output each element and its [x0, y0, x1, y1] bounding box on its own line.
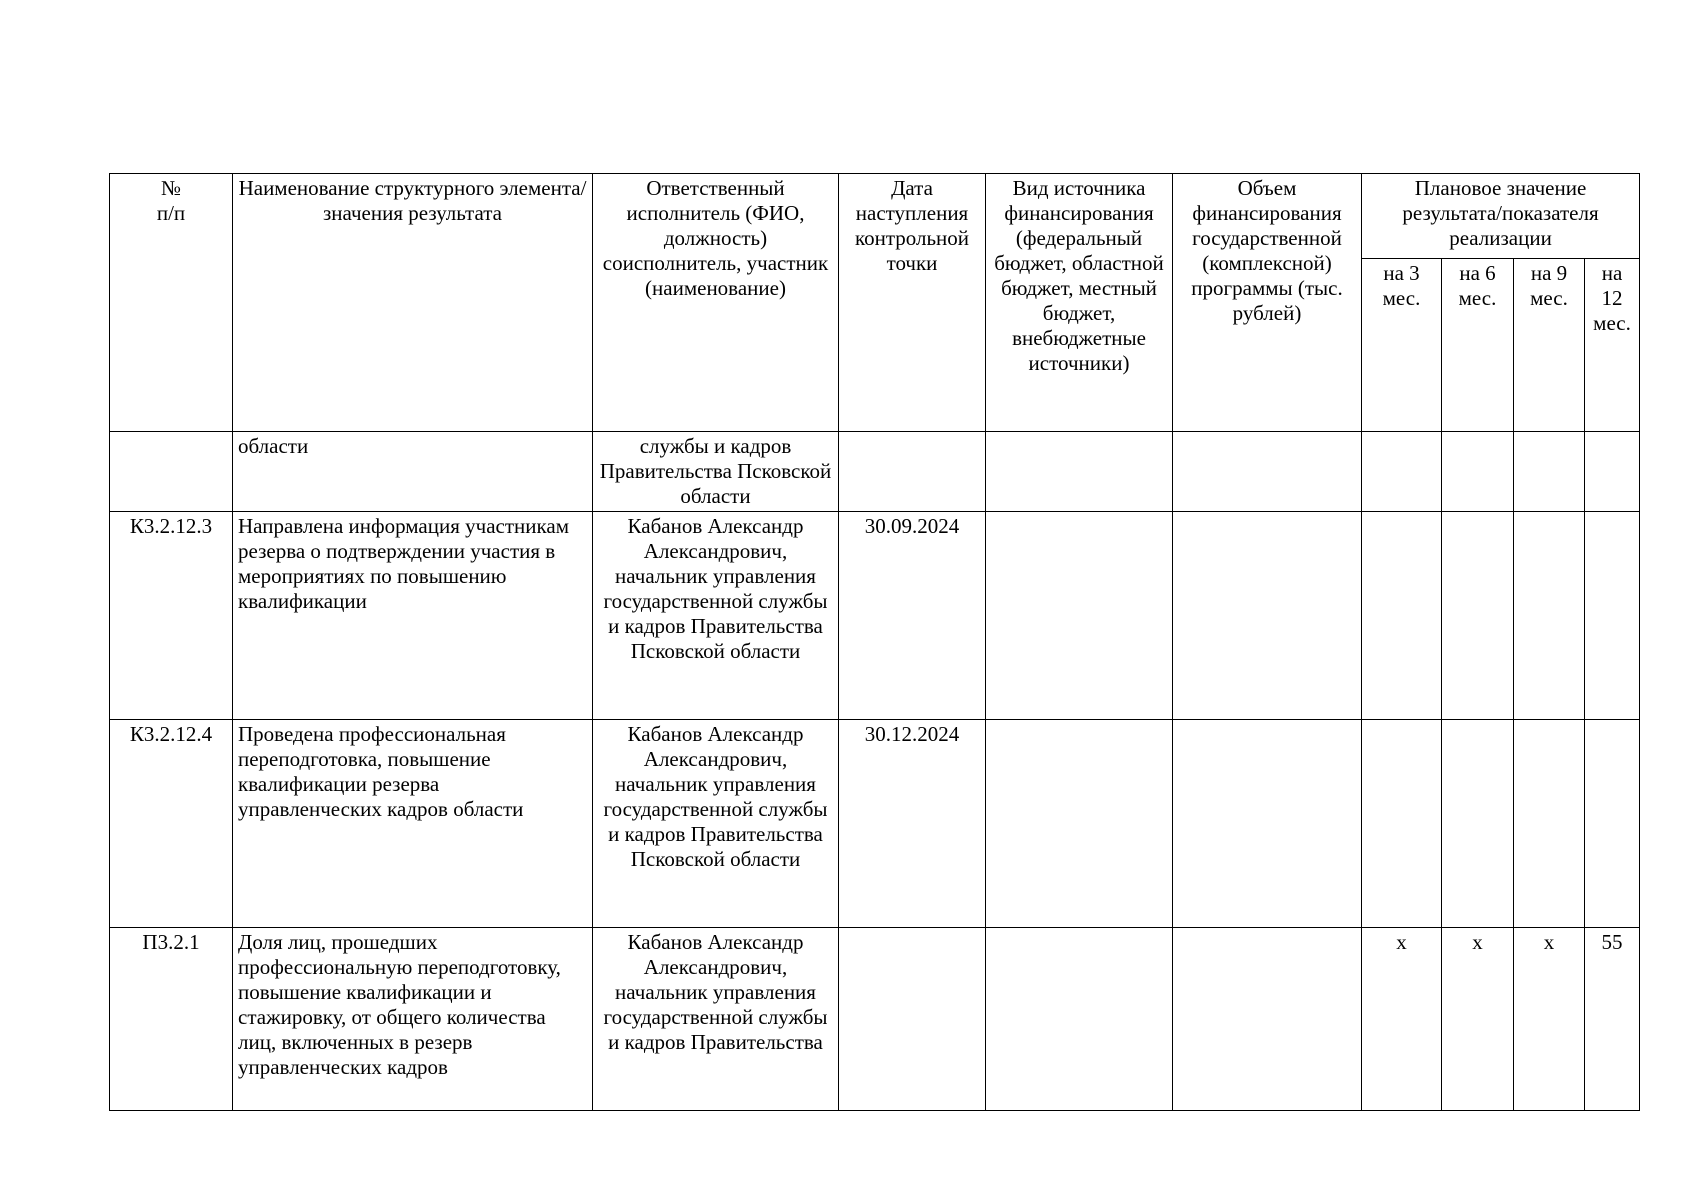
header-row [110, 174, 1640, 259]
plan-table [109, 173, 1640, 1111]
row-volume [1173, 720, 1362, 928]
row-name: Проведена профессиональная переподготовка, повышение квалификации резерва управленческих кадров области [233, 720, 593, 928]
row-source [986, 720, 1173, 928]
row-num [110, 432, 233, 512]
row-q6: х [1442, 928, 1514, 1111]
header-volume: Объем финансирования государственной (комплексной) программы (тыс. рублей) [1173, 174, 1362, 432]
row-date [839, 928, 986, 1111]
row-num: К3.2.12.3 [110, 512, 233, 720]
row-q3 [1362, 512, 1442, 720]
table-row [110, 432, 1640, 512]
row-q9 [1514, 720, 1585, 928]
header-q12: на 12 мес. [1585, 259, 1640, 432]
row-q9 [1514, 512, 1585, 720]
row-source [986, 432, 1173, 512]
table-row [110, 512, 1640, 720]
row-q6 [1442, 720, 1514, 928]
header-source: Вид источника финансирования (федеральный бюджет, областной бюджет, местный бюджет, внебюджетные источники) [986, 174, 1173, 432]
header-q6: на 6 мес. [1442, 259, 1514, 432]
row-name: области [233, 432, 593, 512]
header-executor: Ответственный исполнитель (ФИО, должность) соисполнитель, участник (наименование) [593, 174, 839, 432]
row-num: К3.2.12.4 [110, 720, 233, 928]
row-date: 30.09.2024 [839, 512, 986, 720]
row-q3 [1362, 432, 1442, 512]
header-q3: на 3 мес. [1362, 259, 1442, 432]
row-source [986, 512, 1173, 720]
row-q6 [1442, 512, 1514, 720]
row-name: Доля лиц, прошедших профессиональную переподготовку, повышение квалификации и стажировку, от общего количества лиц, включенных в резерв управленческих кадров [233, 928, 593, 1111]
header-q9: на 9 мес. [1514, 259, 1585, 432]
header-num: № п/п [110, 174, 233, 432]
row-q9 [1514, 432, 1585, 512]
row-executor: Кабанов Александр Александрович, начальник управления государственной службы и кадров Правительства [593, 928, 839, 1111]
table-row [110, 928, 1640, 1111]
row-q12 [1585, 512, 1640, 720]
row-executor: службы и кадров Правительства Псковской области [593, 432, 839, 512]
row-date [839, 432, 986, 512]
row-q9: х [1514, 928, 1585, 1111]
header-date: Дата наступления контрольной точки [839, 174, 986, 432]
row-executor: Кабанов Александр Александрович, начальник управления государственной службы и кадров Правительства Псковской области [593, 720, 839, 928]
row-name: Направлена информация участникам резерва о подтверждении участия в мероприятиях по повышению квалификации [233, 512, 593, 720]
row-volume [1173, 432, 1362, 512]
header-name: Наименование структурного элемента/ значения результата [233, 174, 593, 432]
row-num: П3.2.1 [110, 928, 233, 1111]
header-planned: Плановое значение результата/показателя реализации [1362, 174, 1640, 259]
row-q3: х [1362, 928, 1442, 1111]
row-q12 [1585, 720, 1640, 928]
row-q3 [1362, 720, 1442, 928]
row-q12 [1585, 432, 1640, 512]
row-q12: 55 [1585, 928, 1640, 1111]
row-date: 30.12.2024 [839, 720, 986, 928]
row-q6 [1442, 432, 1514, 512]
table-row [110, 720, 1640, 928]
row-volume [1173, 512, 1362, 720]
row-volume [1173, 928, 1362, 1111]
row-source [986, 928, 1173, 1111]
row-executor: Кабанов Александр Александрович, начальник управления государственной службы и кадров Правительства Псковской области [593, 512, 839, 720]
